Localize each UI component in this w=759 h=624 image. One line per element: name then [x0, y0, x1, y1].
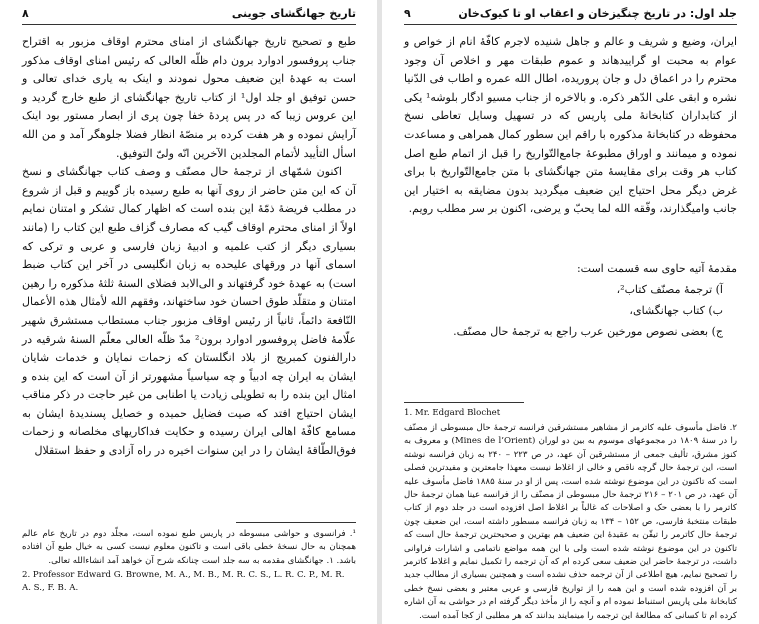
section-item: ب) کتاب جهانگشای،	[629, 304, 723, 317]
body-paragraph: طبع و تصحیح تاریخ جهانگشای از امنای محترم اوقاف مزبور به اقتراح جناب پروفسور ادوارد برون دام ظلّه العالی که رئیس امنای اوقاف مذکور است به عهدهٔ این ضعیف محول نمودند و اینک به یاری خدای تعالی و حسن توفیق او جلد اول¹ از کتاب تاریخ جهانگشای از طبع خارج گردید و این عروس زیبا که در پس پردهٔ خفا چون پری از ابصار مستور بود اینک آرایش نموده و هر هفت کرده بر منصّهٔ انظار فضلا جلوهگر آمد و من الله اسأل التأیید لأتمام المجلدین الآخرین انّه ولیّ التوفیق.	[22, 35, 356, 160]
sections-list	[404, 258, 737, 342]
footnote: 2. Professor Edward G. Browne, M. A., M. B., M. R. C. S., L. R. C. P., M. R. A. S., F. B. A.	[22, 570, 345, 594]
footnote: 1. Mr. Edgard Blochet	[404, 408, 501, 418]
footnote: ¹. فرانسوی و حواشی مبسوطه در پاریس طبع نموده است، مجلّد دوم در تاریخ عام عالم همچنان به حال نسخهٔ خطی باقی است و تاکنون معلوم نیست کسی به خیال طبع آن افتاده باشد. ۱. جهانگشای مقدمه به سه جلد است چنانکه شرح آن خواهد آمد انشاءالله تعالی.	[22, 529, 356, 566]
page-body	[22, 33, 356, 461]
footnote-rule	[404, 402, 524, 403]
running-title: تاریخ جهانگشای جوینی	[231, 7, 356, 20]
page-number: ٨	[22, 7, 29, 20]
body-paragraph: ایران، وضیع و شریف و عالم و جاهل شنیده لاجرم کافّهٔ انام از خواص و عوام به محبت او گراییدهاند و عموم طبقات مهر و اخلاص آن وجود محترم را در اعماق دل و جان پروریده، اطال الله عمره و اطاب فی الدّنیا نشره و ابقی علی الدّهر ذکره. و بالاخره از جناب مسیو ادگار بلوشه¹ یکی از کتابداران کتابخانهٔ ملی پاریس که در تسهیل وسایل تعاطی نسخ محفوظه در کتابخانهٔ مذکوره با راقم این سطور کمال همراهی و مساعدت نموده و میمانند و اوراق مطبوعهٔ جامع‌التّواریخ را قبل از اتمام طبع اصل کتاب هر وقت برای مقایسهٔ متن جهانگشای با متن جامع‌التّواریخ با برای غرض دیگر محل احتیاج این ضعیف میگردید بدون مضایقه به اختیار این جانب وامیگذارند، وفّقه الله لما یحبّ و یرضی، اکنون بر سر مطلب رویم.	[404, 35, 737, 216]
page-header	[22, 6, 356, 25]
page-header	[404, 6, 737, 25]
page-body	[404, 33, 737, 219]
sections-intro: مقدمهٔ آتیه حاوی سه قسمت است:	[576, 262, 737, 275]
right-page	[382, 0, 759, 624]
page-number: ٩	[404, 7, 411, 20]
left-page	[0, 0, 378, 624]
running-title: جلد اول: در تاریخ چنگیزخان و اعقاب او تا کیوک‌خان	[458, 7, 737, 20]
body-paragraph: اکنون شمّهای از ترجمهٔ حال مصنّف و وصف کتاب جهانگشای و نسخ آن که این متن حاضر از روی آنها به طبع رسیده باز گوییم و قبل از شروع در مطلب فریضهٔ ذمّهٔ این بنده است که اظهار کمال تشکر و امتنان نمایم اولاً از امنای محترم اوقاف گیب که مصارف گزاف طبع این کتاب را (مانند بسیاری دیگر از کتب علمیه و ادبیهٔ زبان فارسی و عربی و ترکی که اسمای آنها در ورقهای علیحده به زبان انگلیسی در آخر این کتاب ضبط است) به عهدهٔ خود گرفتهاند و الی‌الابد فضلای السنهٔ ثلثهٔ مذکوره را رهین امتنان و متقلّد طوق احسان خود ساختهاند، وفقهم الله لأمثال هذه الأعمال النّافعة دائماً، ثانیاً از رئیس اوقاف مزبور جناب مستطاب مستشرق شهیر علّامهٔ فاضل پروفسور ادوارد برون² مدّ ظلّه العالی معلّم السنهٔ شرقیه در دارالفنون کمبریج از بلاد انگلستان که زحمات نمایان و خدمات شایان ایشان به ایران چه ادبیاً و چه سیاسیاً مشهورتر از آن است که این بنده و امثال این بنده را به تطویلی زیادت یا اطنابی من غیر حاجت در ذکر مناقب ایشان احتیاج افتد که صیت فضایل حمیده و خصایل پسندیدهٔ ایشان به مسامع کافّهٔ اهالی ایران رسیده و حکایت فداکاریهای مخلصانه و زحمات فوق‌الطّاقهٔ ایشان را در این سنوات اخیره در راه آزادی و حفظ استقلال	[22, 165, 357, 458]
section-item: ج) بعضی نصوص مورخین عرب راجع به ترجمهٔ حال مصنّف.	[453, 325, 723, 338]
footnote-rule	[236, 522, 356, 523]
section-item: آ) ترجمهٔ مصنّف کتاب²،	[616, 283, 723, 296]
footnote: ۲. فاضل مأسوف علیه کاترمر از مشاهیر مستشرقین فرانسه ترجمهٔ حال مبسوطی از مصنّف را در سنهٔ ۱۸۰۹ در مجموعهای موسوم به بین دو لوران (Mines de l’Orient) و معروف به کنوز مشرق، تألیف جمعی از مستشرقین آن عهد، در ص ۲۲۳ – ۲۴۰ به زبان فرانسه نوشته است، این ترجمهٔ حال گرچه ناقص و خالی از اغلاط نیست معهذا جامعترین و مفیدترین فصلی است که تاکنون در این موضوع نوشته شده است، پس از او در سنهٔ ۱۸۸۵ فاضل مأسوف علیه آن عهد، در ص ۲۰۱ – ۲۱۶ ترجمهٔ حال مبسوطی از مصنّف را از فرانسه عینا همان ترجمهٔ حال کاترمر را با بعضی حک و اصلاحات که غالباً بر اغلاط اصل افزوده است در جلد دوم از کتاب طبقات منتخبهٔ فارسی، ص ۱۵۲ – ۱۳۴ به زبان فرانسه مسطور داشته است، این ضعیف چون ترجمهٔ حال کاترمر را تیقّن به عقیدهٔ این ضعیف هم بهترین و صحیحترین ترجمهٔ حال است که تاکنون در این موضوع نوشته شده است ولی با این همه مواضع ناتمامی و اشارات فراوانی داشت، در ترجمهٔ حاضر این ضعیف سعی کرده ام که آن ترجمه را تکمیل نمایم و اغلاط کاترمر را تصحیح نمایم، هیچ اطلاعی از آن ترجمه حذف نشده است و همچنین بسیاری از مطالب جدید بر آن افزوده شده است و این همه را از تواریخ فارسی و عربی معتبر و بعضی نسخ خطی کتابخانهٔ ملی پاریس استنباط نموده ام و آنچه را از مأخذ دیگر گرفته ام در حواشی به آن اشاره کرده ام تا کسانی که مطالعهٔ این ترجمه را مینمایند بدانند که هر مطلبی از کجا آمده است.	[404, 423, 737, 621]
